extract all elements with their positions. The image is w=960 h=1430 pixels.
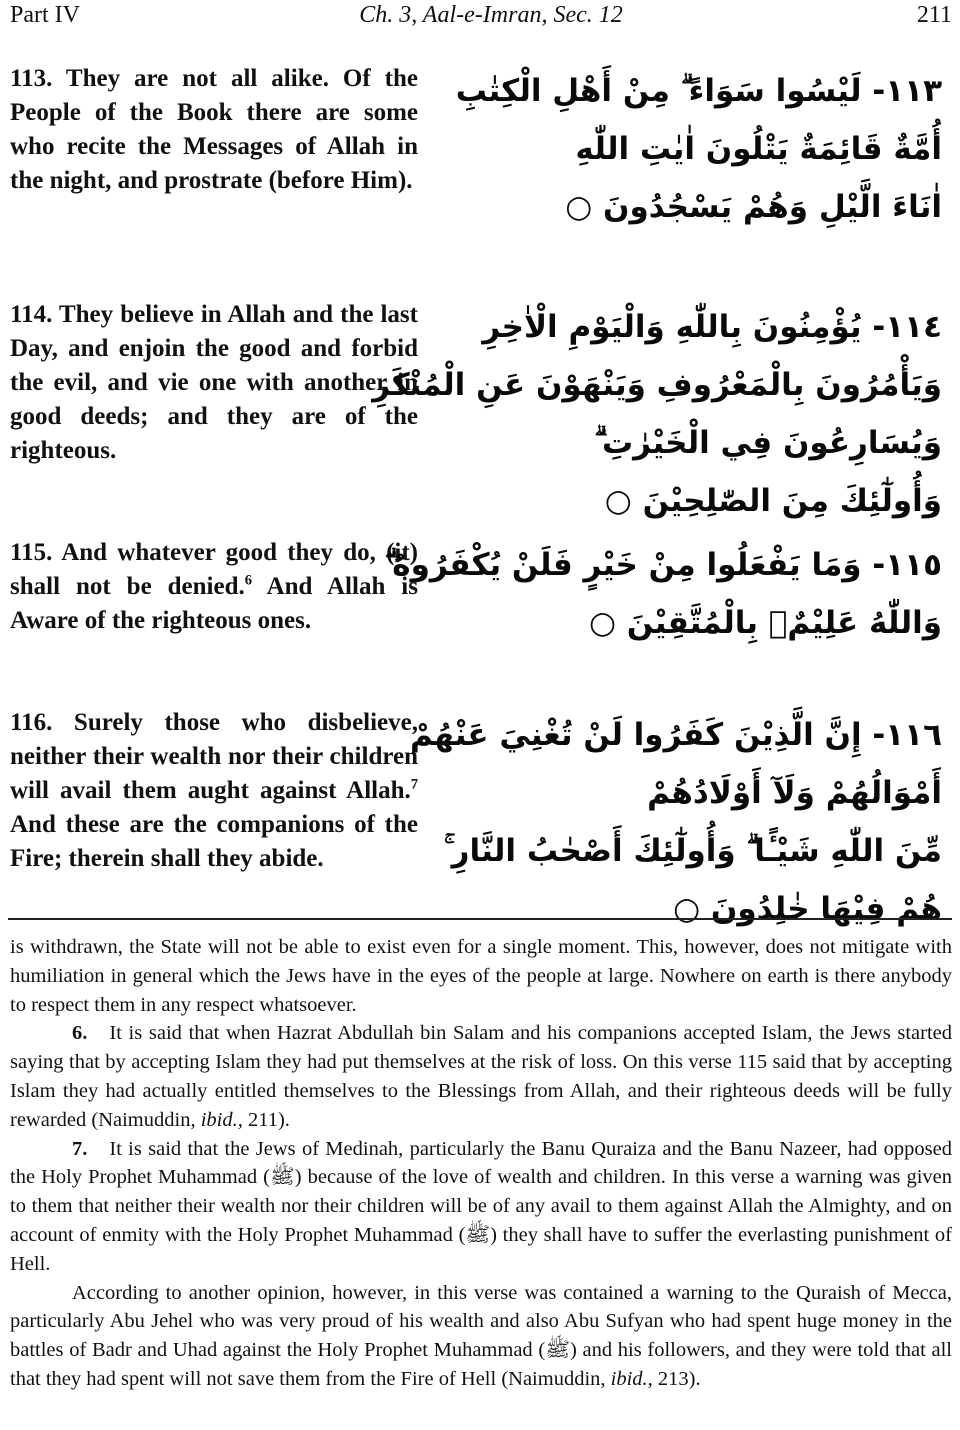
page-number: 211 bbox=[916, 2, 952, 28]
verse-113-english: 113. They are not all alike. Of the People of the Book there are some who recite the Messages of Allah in the night, and prostrate (before Him). bbox=[10, 65, 418, 194]
arabic-line: ١١٦- إِنَّ الَّذِيْنَ كَفَرُوا لَنْ تُغْنِيَ عَنْهُمْ bbox=[410, 717, 942, 753]
footnote-ref-7: 7 bbox=[410, 776, 418, 793]
footnote-7-text: It is said that the Jews of Medinah, particularly the Banu Quraiza and the Banu Nazeer, had opposed the Holy Prophet Muhammad (ﷺ) because of the love of wealth and children. In this verse a warning was given to them that neither their wealth nor their children will be of any avail to them against Allah the Almighty, and on account of enmity with the Holy Prophet Muhammad (ﷺ) they shall have to suffer the everlasting punishment of Hell. bbox=[10, 1137, 952, 1275]
arabic-line: أَمْوَالُهُمْ وَلَآ أَوْلَادُهُمْ bbox=[647, 775, 942, 811]
footnote-6 bbox=[10, 1019, 952, 1134]
verse-115 bbox=[10, 536, 952, 706]
footnote-7-paragraph bbox=[10, 1279, 952, 1394]
verse-114-english: 114. They believe in Allah and the last Day, and enjoin the good and forbid the evil, and vie one with another in good deeds; and they are of the righteous. bbox=[10, 301, 418, 464]
verse-116-english bbox=[10, 706, 418, 876]
footnotes-section bbox=[10, 933, 952, 1394]
verse-113-arabic bbox=[455, 62, 942, 236]
arabic-line: ١١٤- يُؤْمِنُونَ بِاللّٰهِ وَالْيَوْمِ الْاٰخِرِ bbox=[482, 309, 942, 345]
verse-114-arabic bbox=[372, 298, 942, 530]
verse-116-text-cont: And these are the companions of the Fire; therein shall they abide. bbox=[10, 811, 418, 872]
arabic-line: وَأُولٰٓئِكَ مِنَ الصّٰلِحِيْنَ ○ bbox=[604, 483, 942, 519]
footnote-6-end: 211). bbox=[242, 1108, 290, 1131]
footnote-6-text: It is said that when Hazrat Abdullah bin Salam and his companions accepted Islam, the Jews started saying that by accepting Islam they had put themselves at the risk of loss. On this verse 115 said that by accepting Islam they had actually entitled themselves to the Blessings from Allah, and their righteous deeds will be fully rewarded (Naimuddin, bbox=[10, 1022, 952, 1131]
footnote-6-number: 6. bbox=[72, 1022, 88, 1045]
part-label: Part IV bbox=[10, 2, 80, 28]
verse-116-text: 116. Surely those who disbelieve, neither their wealth nor their children will avail them aught against Allah. bbox=[10, 709, 418, 804]
arabic-line: مِّنَ اللّٰهِ شَيْـًٔا ۗ وَأُولٰٓئِكَ أَصْحٰبُ النَّارِ ۚ bbox=[443, 833, 942, 869]
verse-115-text: 115. And whatever good they do, (it) shall not be denied. bbox=[10, 539, 418, 600]
verse-115-text-cont: And Allah is Aware of the righteous ones. bbox=[10, 573, 418, 634]
footnote-continuation: is withdrawn, the State will not be able to exist even for a single moment. This, however, does not mitigate with humiliation in general which the Jews have in the eyes of the people at large. Nowhere on earth is there anybody to respect them in any respect whatsoever. bbox=[10, 936, 952, 1016]
footnote-7-number: 7. bbox=[72, 1137, 88, 1160]
arabic-line: ١١٥- وَمَا يَفْعَلُوا مِنْ خَيْرٍ فَلَنْ يُكْفَرُوهُ ۗ bbox=[384, 547, 942, 583]
footnote-7 bbox=[10, 1135, 952, 1279]
chapter-title: Ch. 3, Aal-e-Imran, Sec. 12 bbox=[359, 2, 623, 28]
arabic-line: وَيَأْمُرُونَ بِالْمَعْرُوفِ وَيَنْهَوْنَ عَنِ الْمُنْكَرِ bbox=[372, 367, 942, 403]
footnote-7-ibid: ibid., bbox=[610, 1367, 653, 1390]
verses-section bbox=[10, 62, 952, 927]
footnote-7-para-text: According to another opinion, however, in this verse was contained a warning to the Quraish of Mecca, particularly Abu Jehel who was very proud of his wealth and also Abu Sufyan who had spent huge money in the battles of Badr and Uhad against the Holy Prophet Muhammad (ﷺ) and his followers, and they were told that all that they had spent will not save them from the Fire of Hell (Naimuddin, bbox=[10, 1281, 952, 1390]
footnote-6-ibid: ibid., bbox=[200, 1108, 243, 1131]
verse-116 bbox=[10, 706, 952, 927]
verse-113 bbox=[10, 62, 952, 298]
arabic-line: اٰنَاءَ الَّيْلِ وَهُمْ يَسْجُدُونَ ○ bbox=[565, 189, 942, 225]
footnote-7-para-end: 213). bbox=[652, 1367, 701, 1390]
arabic-line: هُمْ فِيْهَا خٰلِدُونَ ○ bbox=[673, 891, 942, 927]
verse-115-english bbox=[10, 536, 418, 638]
arabic-line: ١١٣- لَيْسُوا سَوَاءً ۗ مِنْ أَهْلِ الْكِتٰبِ bbox=[455, 73, 942, 109]
footnote-divider bbox=[8, 918, 952, 920]
arabic-line: أُمَّةٌ قَائِمَةٌ يَتْلُونَ اٰيٰتِ اللّٰهِ bbox=[575, 131, 942, 167]
page-header bbox=[10, 2, 952, 36]
verse-116-arabic bbox=[410, 706, 942, 938]
arabic-line: وَاللّٰهُ عَلِيْمٌۢ بِالْمُتَّقِيْنَ ○ bbox=[588, 605, 942, 641]
verse-115-arabic bbox=[384, 536, 942, 652]
footnote-ref-6: 6 bbox=[244, 572, 252, 589]
arabic-line: وَيُسَارِعُونَ فِي الْخَيْرٰتِ ۗ bbox=[594, 425, 942, 461]
verse-114 bbox=[10, 298, 952, 536]
